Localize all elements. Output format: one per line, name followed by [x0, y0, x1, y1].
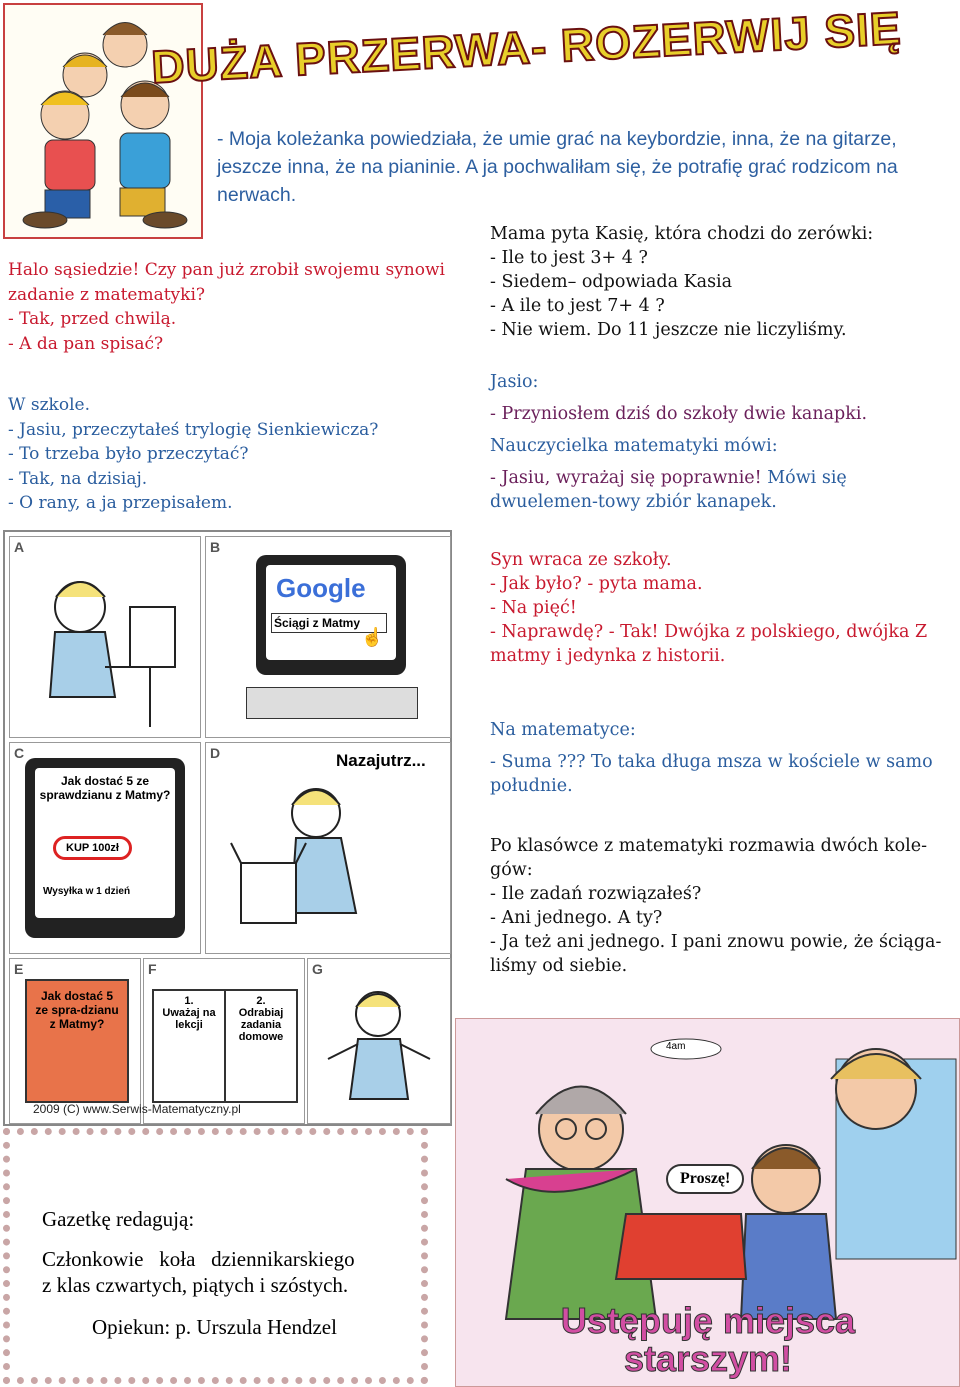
test-line: - Ani jednego. A ty? — [490, 908, 663, 928]
school-line: - O rany, a ja przepisałem. — [8, 493, 233, 513]
test-joke — [490, 834, 950, 978]
mama-line: - Ile to jest 3+ 4 ? — [490, 248, 648, 268]
intro-joke: - Moja koleżanka powiedziała, że umie grać na keybordzie, inna, że na gitarze, jeszcze inna, że na pianinie. A ja pochwaliłam się, że potrafię grać rodzicom na nerwach. — [217, 128, 898, 206]
test-line: - Ja też ani jednego. I pani znowu powie, że ściąga-liśmy od siebie. — [490, 932, 942, 976]
buy-button: KUP 100zł — [53, 836, 132, 860]
school-line: - Jasiu, przeczytałeś trylogię Sienkiewicza? — [8, 419, 379, 440]
page-title: DUŻA PRZERWA- ROZERWIJ SIĘ — [150, 1, 903, 93]
monitor — [25, 758, 185, 938]
editors-box — [3, 1128, 428, 1384]
panel-label: A — [14, 539, 25, 555]
neighbor-line: Halo sąsiedzie! Czy pan już zrobił swojemu synowi zadanie z matematyki? — [8, 260, 445, 305]
poster-title: Ustępuję miejsca starszym! — [560, 1300, 856, 1379]
comic-panel-a — [9, 536, 201, 738]
speech-bubble: Proszę! — [666, 1164, 744, 1194]
mama-line: Mama pyta Kasię, która chodzi do zerówki: — [490, 224, 874, 244]
page-number: 2. — [256, 995, 266, 1007]
poster-illustration — [455, 1018, 960, 1387]
comic-panel-b — [205, 536, 451, 738]
math-line: - Suma ??? To taka długa msza w kościele w samo południe. — [490, 752, 933, 796]
boy-with-package-drawing — [206, 743, 450, 953]
answer-part: Mówi się dwuelemen-towy zbiór kanapek. — [490, 468, 847, 512]
editors-heading: Gazetkę redagują: — [42, 1207, 195, 1231]
son-joke — [490, 548, 950, 668]
book-right-page — [224, 989, 298, 1103]
mama-joke — [490, 222, 950, 342]
school-line: - To trzeba było przeczytać? — [8, 444, 249, 464]
page-number: 1. — [184, 995, 194, 1007]
test-line: Po klasówce z matematyki rozmawia dwóch kole-gów: — [490, 836, 928, 880]
jasio-answer — [490, 466, 950, 514]
neighbor-line: - A da pan spisać? — [8, 333, 164, 354]
comic-panel-e — [9, 958, 141, 1124]
math-joke — [490, 718, 950, 798]
page-tip: Odrabiaj zadania domowe — [238, 1007, 284, 1043]
editors-line: Członkowie koła dziennikarskiego — [42, 1247, 355, 1271]
ad-shipping: Wysyłka w 1 dzień — [43, 886, 131, 897]
book-left-page — [152, 989, 226, 1103]
search-box: Ściągi z Matmy — [271, 613, 387, 633]
neighbor-line: - Tak, przed chwilą. — [8, 309, 177, 329]
son-line: Syn wraca ze szkoły. — [490, 550, 672, 570]
school-line: - Tak, na dzisiaj. — [8, 468, 148, 489]
school-joke — [8, 393, 448, 516]
mama-line: - Nie wiem. Do 11 jeszcze nie liczyliśmy. — [490, 320, 847, 340]
son-line: - Na pięć! — [490, 598, 577, 618]
jasio-joke — [490, 370, 950, 514]
boy-at-computer-drawing — [10, 537, 200, 737]
ad-title: Jak dostać 5 ze sprawdzianu z Matmy? — [39, 774, 171, 802]
answer-part: - Jasiu, wyrażaj się poprawnie! — [490, 468, 762, 488]
son-line: - Naprawdę? - Tak! Dwójka z polskiego, dwójka Z matmy i jedynka z historii. — [490, 622, 928, 666]
comic-panel-g — [307, 958, 451, 1124]
editors-advisor: Opiekun: p. Urszula Hendzel — [92, 1315, 337, 1339]
keyboard — [246, 687, 418, 719]
panel-label: D — [210, 745, 221, 761]
comic-panel-f — [143, 958, 305, 1124]
jasio-label: Jasio: — [490, 372, 539, 392]
monitor — [256, 555, 406, 675]
comic-strip — [3, 530, 452, 1126]
monitor-screen — [266, 565, 396, 660]
teacher-label: Nauczycielka matematyki mówi: — [490, 436, 778, 456]
mama-line: - A ile to jest 7+ 4 ? — [490, 296, 665, 316]
comic-credit: 2009 (C) www.Serwis-Matematyczny.pl — [33, 1102, 241, 1116]
panel-label: C — [14, 745, 25, 761]
panel-label: E — [14, 961, 24, 977]
panel-label: F — [148, 961, 157, 977]
ad-screen — [35, 768, 175, 918]
son-line: - Jak było? - pyta mama. — [490, 574, 703, 594]
page-tip: Uważaj na lekcji — [162, 1007, 216, 1031]
comic-panel-c — [9, 742, 201, 954]
panel-label: B — [210, 539, 221, 555]
book-cover-text: Jak dostać 5 ze spra-dzianu z Matmy? — [35, 989, 119, 1031]
panel-label: G — [312, 961, 323, 977]
jasio-line: - Przyniosłem dziś do szkoły dwie kanapki. — [490, 404, 868, 424]
editors-line: z klas czwartych, piątych i szóstych. — [42, 1273, 349, 1297]
test-line: - Ile zadań rozwiązałeś? — [490, 884, 702, 904]
math-label: Na matematyce: — [490, 720, 636, 740]
school-line: W szkole. — [8, 395, 90, 415]
mama-line: - Siedem– odpowiada Kasia — [490, 272, 733, 292]
neighbor-joke — [8, 258, 448, 356]
book-cover — [25, 979, 129, 1103]
confused-boy-drawing — [308, 959, 450, 1123]
google-logo: Google — [276, 573, 366, 603]
comic-panel-d — [205, 742, 451, 954]
bus-sign: 4am — [666, 1041, 686, 1052]
caption-next-day: Nazajutrz... — [336, 751, 426, 770]
hand-cursor-icon: ☝ — [361, 627, 384, 648]
